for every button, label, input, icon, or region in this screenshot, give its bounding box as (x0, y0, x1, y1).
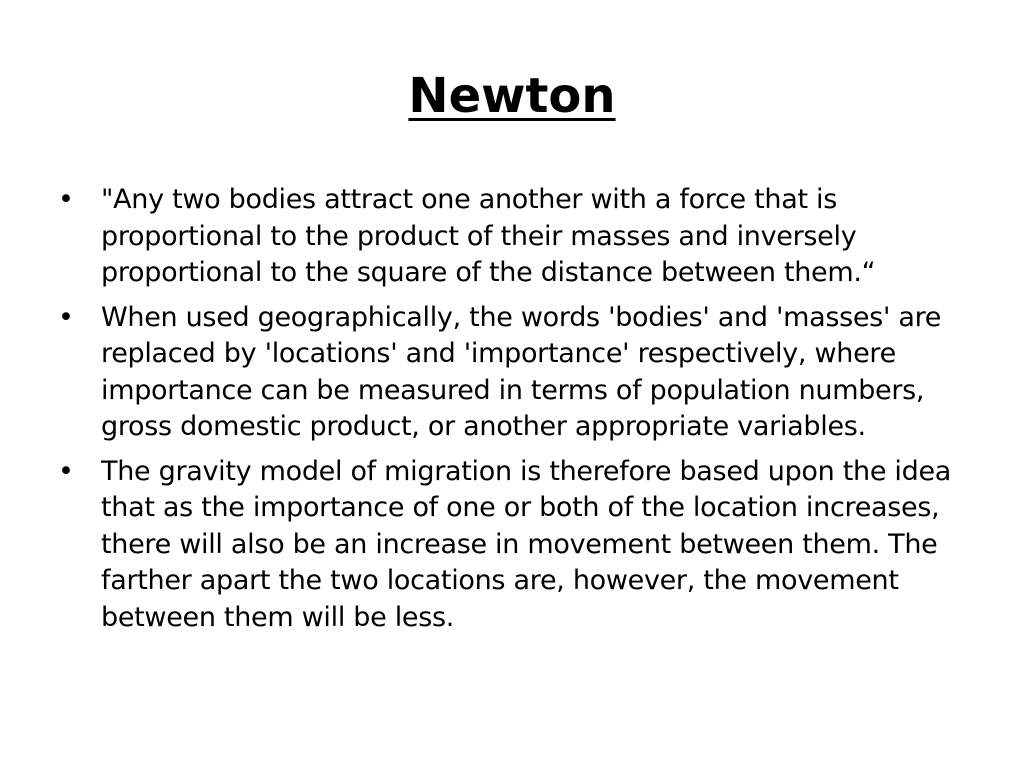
bullet-text: "Any two bodies attract one another with a force that is proportional to the product of their masses and inversely proportional to the square of the distance between them.“ (101, 184, 876, 288)
bullet-list (58, 182, 978, 644)
bullet-item (58, 182, 978, 292)
bullet-icon: • (58, 184, 74, 215)
bullet-text: When used geographically, the words 'bodies' and 'masses' are replaced by 'locations' and 'importance' respectively, where importance can be measured in terms of population numbers, gross domestic product, or another appropriate variables. (101, 301, 942, 442)
bullet-icon: • (58, 455, 74, 487)
bullet-item (58, 300, 978, 446)
slide-title: Newton (408, 68, 616, 124)
bullet-item (58, 454, 978, 637)
bullet-icon: • (58, 301, 74, 333)
bullet-text: The gravity model of migration is therefore based upon the idea that as the importance of one or both of the location increases, there will also be an increase in movement between them. The farther apart the two locations are, however, the movement between them will be less. (101, 455, 952, 633)
